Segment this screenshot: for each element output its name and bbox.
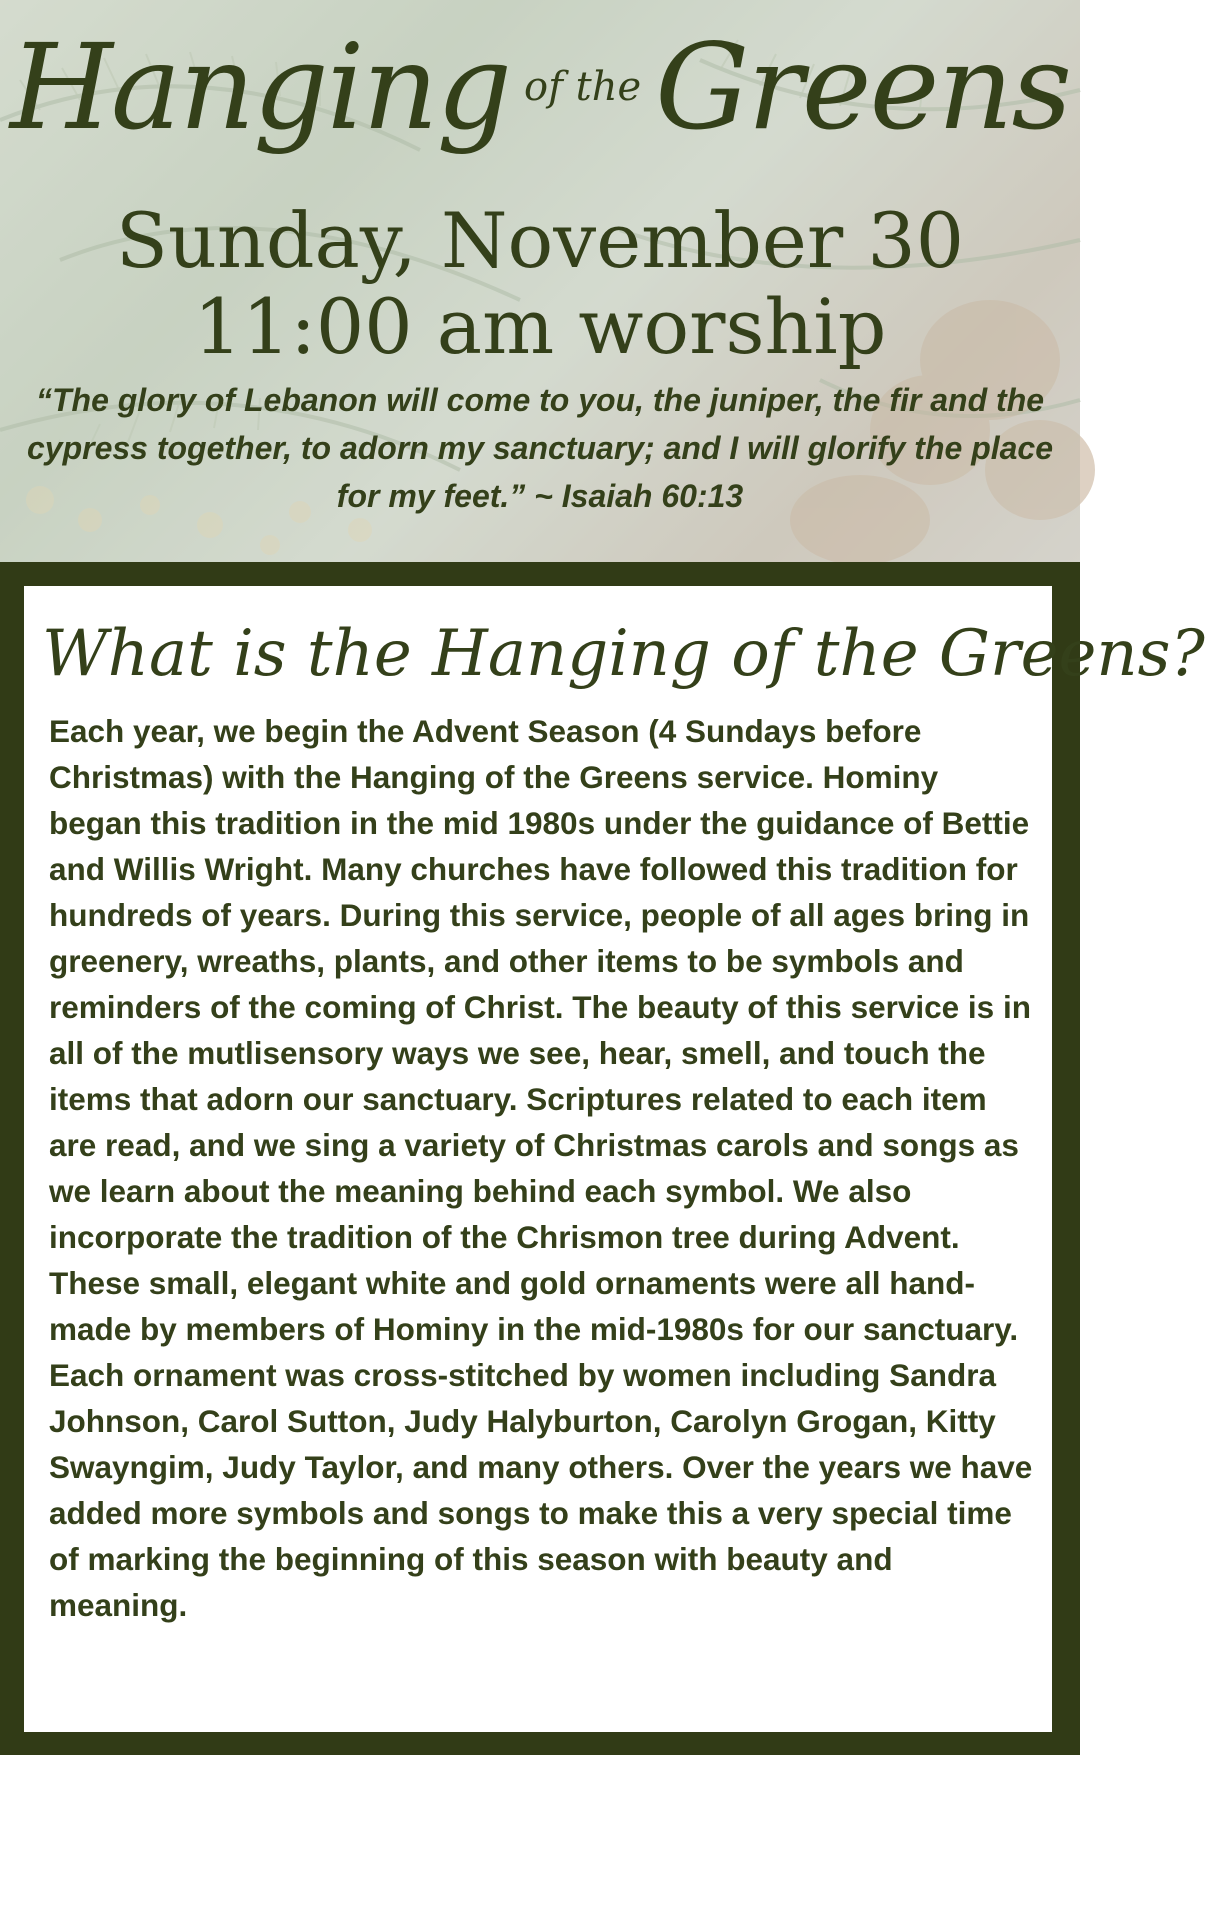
info-heading: What is the Hanging of the Greens? [42,617,1205,691]
event-date: Sunday, November 30 [115,196,965,285]
scripture-quote: “The glory of Lebanon will come to you, the juniper, the fir and the cypress together, to adorn my sanctuary; and I will glorify the place for my feet.” ~ Isaiah 60:13 [26,382,1054,514]
info-frame [0,562,1205,1755]
info-body-text: Each year, we begin the Advent Season (4 Sundays before Christmas) with the Hanging of the Greens service. Hominy began this tradition in the mid 1980s under the guidance of Bettie and Willis Wright. Many churches have followed this tradition for hundreds of years. During this service, people of all ages bring in greenery, wreaths, plants, and other items to be symbols and reminders of the coming of Christ. The beauty of this service is in all of the mutlisensory ways we see, hear, smell, and touch the items that adorn our sanctuary. Scriptures related to each item are read, and we sing a variety of Christmas carols and songs as we learn about the meaning behind each symbol. We also incorporate the tradition of the Chrismon tree during Advent. These small, elegant white and gold ornaments were all hand-made by members of Hominy in the mid-1980s for our sanctuary. Each ornament was cross-stitched by women including Sandra Johnson, Carol Sutton, Judy Halyburton, Carolyn Grogan, Kitty Swayngim, Judy Taylor, and many others. Over the years we have added more symbols and songs to make this a very special time of marking the beginning of this season with beauty and meaning. [49,713,1033,1623]
event-time: 11:00 am worship [193,282,887,371]
title-word-greens: Greens [655,18,1071,156]
info-card [24,586,1205,1732]
event-title [0,18,1080,156]
title-word-hanging: Hanging [9,18,511,156]
hero-banner [0,0,1080,562]
title-connector: of the [524,64,642,110]
